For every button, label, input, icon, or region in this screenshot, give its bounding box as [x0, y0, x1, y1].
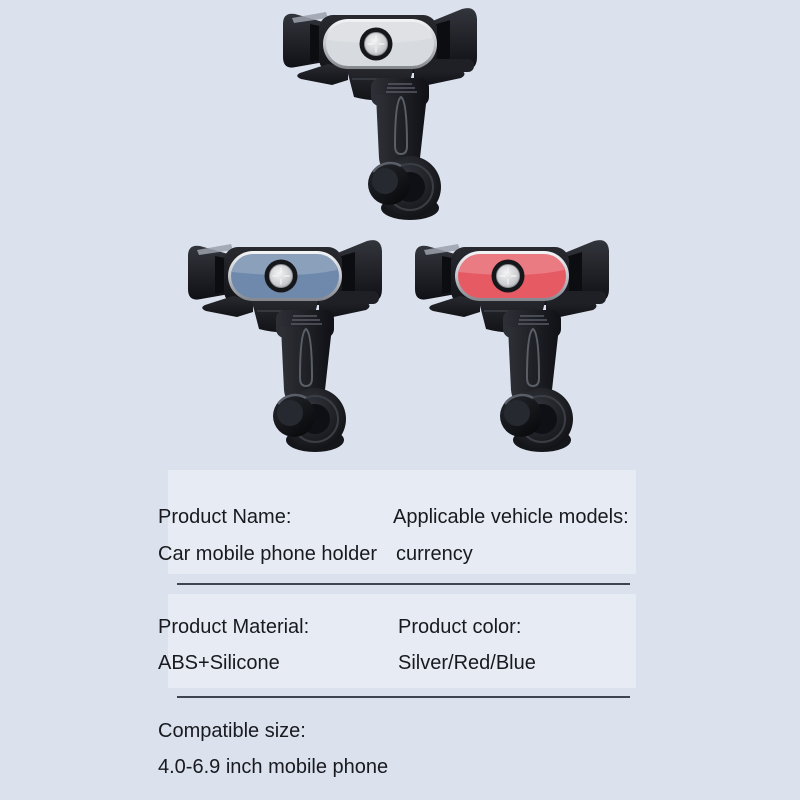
product-photo-red — [402, 232, 622, 462]
vehicle-models-value: currency — [396, 543, 473, 565]
product-name-value: Car mobile phone holder — [158, 543, 378, 565]
material-value: ABS+Silicone — [158, 652, 280, 674]
product-name-label: Product Name: — [158, 506, 292, 528]
color-value: Silver/Red/Blue — [398, 652, 536, 674]
product-photo-silver — [270, 0, 490, 230]
material-label: Product Material: — [158, 616, 310, 638]
compatible-size-value: 4.0-6.9 inch mobile phone — [158, 756, 389, 778]
divider-line-2 — [177, 696, 630, 698]
vehicle-models-label: Applicable vehicle models: — [393, 506, 629, 528]
divider-line-1 — [177, 583, 630, 585]
compatible-size-label: Compatible size: — [158, 720, 306, 742]
color-label: Product color: — [398, 616, 522, 638]
product-photo-blue — [175, 232, 395, 462]
